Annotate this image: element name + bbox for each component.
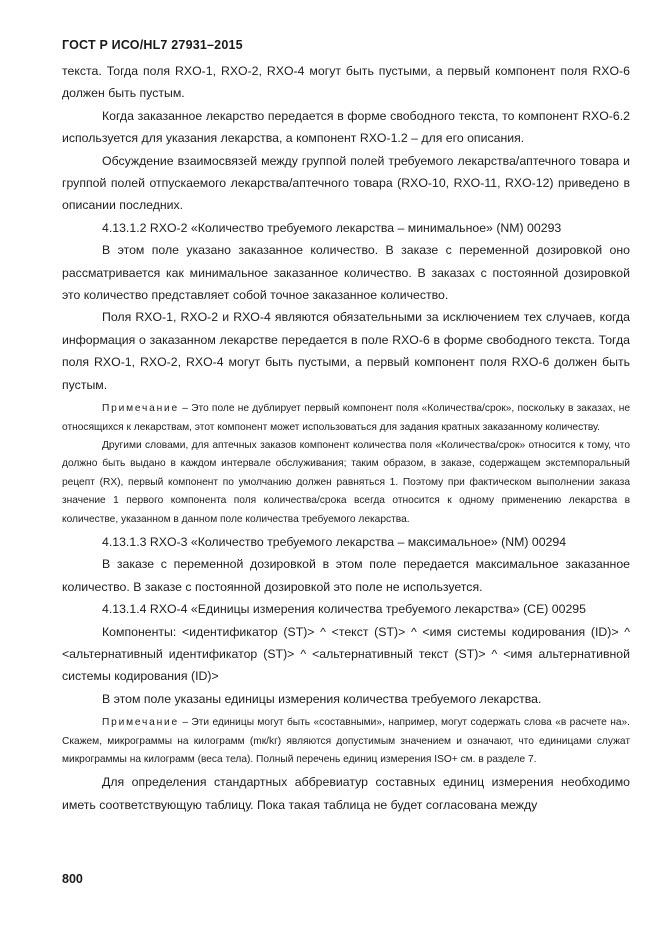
paragraph-field-relations: Обсуждение взаимосвязей между группой полей требуемого лекарства/аптечного товара и группой полей отпускаемого лекарства/аптечного товара (RXO-10, RXO-11, RXO-12) приведено в описании последних. xyxy=(62,153,630,213)
note-2-label: Примечание xyxy=(102,717,179,729)
paragraph-rxo-2-description: В этом поле указано заказанное количество. В заказе с переменной дозировкой оно рассматривается как минимальное заказанное количество. В заказах с постоянной дозировкой это количество представляет собой точное заказанное количество. xyxy=(62,243,630,303)
paragraph-rxo-4-description: В этом поле указаны единицы измерения количества требуемого лекарства. xyxy=(102,691,542,706)
section-heading-rxo-3: 4.13.1.3 RXO-3 «Количество требуемого лекарства – максимальное» (NM) 00294 xyxy=(102,534,567,549)
note-2 xyxy=(62,714,630,769)
note-1-continuation: Другими словами, для аптечных заказов компонент количества поля «Количества/срок» относится к тому, что должно быть выдано в каждом интервале обслуживания; таким образом, в заказе, содержащем экстемпоральный рецепт (RX), первый компонент по умолчанию должен равняться 1. Поэтому при фактическом выполнении заказа значение 1 первого компонента поля количества/срока всегда относится к одному применению лекарства в количестве, указанном в данном поле количества требуемого лекарства. xyxy=(62,439,630,525)
note-1-label: Примечание xyxy=(102,403,179,415)
note-1 xyxy=(62,400,630,437)
section-heading-rxo-2: 4.13.1.2 RXO-2 «Количество требуемого лекарства – минимальное» (NM) 00293 xyxy=(102,220,562,235)
paragraph-rxo-3-description: В заказе с переменной дозировкой в этом поле передается максимальное заказанное количество. В заказе с постоянной дозировкой это поле не используется. xyxy=(62,557,630,594)
document-standard-header: ГОСТ Р ИСО/HL7 27931–2015 xyxy=(62,38,243,52)
section-heading-rxo-4: 4.13.1.4 RXO-4 «Единицы измерения количества требуемого лекарства» (CE) 00295 xyxy=(102,602,586,617)
paragraph-required-fields: Поля RXO-1, RXO-2 и RXO-4 являются обязательными за исключением тех случаев, когда информация о заказанном лекарстве передается в поле RXO-6 в форме свободного текста. Тогда поля RXO-1, RXO-2, RXO-4 могут быть пустыми, а первый компонент поля RXO-6 должен быть пустым. xyxy=(62,310,630,392)
paragraph-free-text-drug: Когда заказанное лекарство передается в форме свободного текста, то компонент RXO-6.2 используется для указания лекарства, а компонент RXO-1.2 – для его описания. xyxy=(62,108,630,146)
paragraph-standard-abbreviations: Для определения стандартных аббревиатур составных единиц измерения необходимо иметь соответствующую таблицу. Пока такая таблица не будет согласована между xyxy=(62,775,630,812)
paragraph-continuation: текста. Тогда поля RXO-1, RXO-2, RXO-4 могут быть пустыми, а первый компонент поля RXO-6 должен быть пустым. xyxy=(62,64,630,101)
note-2-text: – Эти единицы могут быть «составными», например, могут содержать слова «в расчете на». Скажем, микрограммы на килограмм (mк/kг) являются допустимым значением и означают, что единицами служат микрограммы на килограмм (веса тела). Полный перечень единиц измерения ISO+ см. в разделе 7. xyxy=(62,717,630,765)
page-number: 800 xyxy=(62,872,83,886)
paragraph-rxo-4-components: Компоненты: <идентификатор (ST)> ^ <текст (ST)> ^ <имя системы кодирования (ID)> ^ <альтернативный идентификатор (ST)> ^ <альтернативный текст (ST)> ^ <имя альтернативной системы кодирования (ID)> xyxy=(62,624,630,684)
document-body xyxy=(62,60,630,816)
note-1-text: – Это поле не дублирует первый компонент поля «Количества/срок», поскольку в заказах, не относящихся к лекарствам, этот компонент может использоваться для задания кратных заказанному количеству. xyxy=(62,403,630,433)
